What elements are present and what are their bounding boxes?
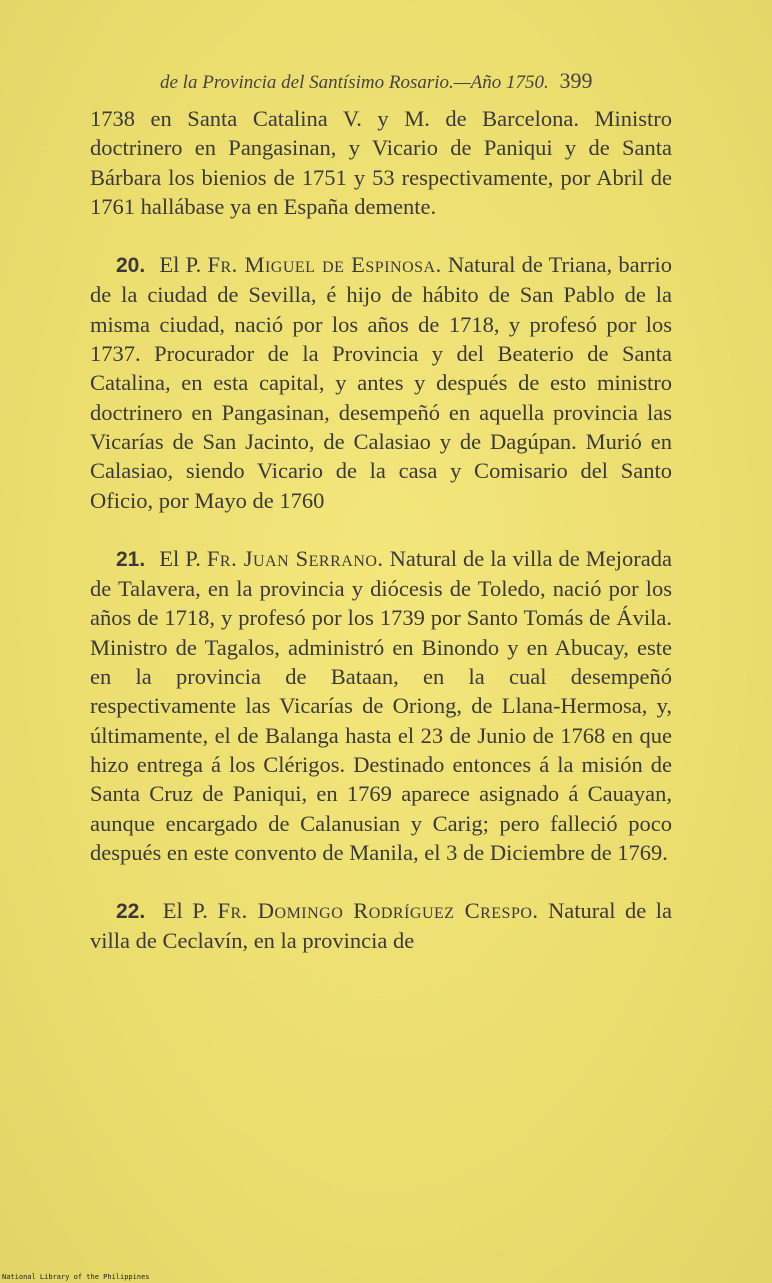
entry-title-prefix: El P.: [159, 545, 201, 571]
running-header: [160, 68, 640, 94]
entry-name: Fr. Miguel de Espinosa.: [207, 252, 442, 278]
entry-text: Natural de la villa de Ceclavín, en la provincia de: [90, 898, 673, 954]
running-title: de la Provincia del Santísimo Rosario.—Año 1750.: [160, 72, 549, 93]
page-number: 399: [559, 68, 593, 93]
entry-22: [90, 896, 672, 956]
entry-text: Natural de la villa de Mejorada de Talavera, en la provincia y diócesis de Toledo, nació por los años de 1718, y profesó por los 1739 por Santo Tomás de Ávila. Ministro de Tagalos, administró en Binondo y en Abucay, este en la provincia de Bataan, en la cual desempeñó respectivamente las Vicarías de Oriong, de Llana-Hermosa, y, últimamente, el de Balanga hasta el 23 de Junio de 1768 en que hizo entrega á los Clérigos. Destinado entonces á la misión de Santa Cruz de Paniqui, en 1769 aparece asignado á Cauayan, aunque encargado de Calanusian y Carig; pero falleció poco después en este convento de Manila, el 3 de Diciembre de 1769.: [90, 545, 673, 865]
library-footer: National Library of the Philippines: [2, 1273, 150, 1281]
entry-name: Fr. Juan Serrano.: [206, 545, 384, 571]
entry-title-prefix: El P.: [162, 898, 208, 924]
entry-20: [90, 250, 672, 515]
entry-number: 20.: [116, 254, 146, 278]
entry-text: Natural de Triana, barrio de la ciudad de Sevilla, é hijo de hábito de San Pablo de la misma ciudad, nació por los años de 1718, y profesó por los 1737. Procurador de la Provincia y del Beaterio de Santa Catalina, en esta capital, y antes y después de esto ministro doctrinero en Pangasinan, desempeñó en aquella provincia las Vicarías de San Jacinto, de Calasiao y de Dagúpan. Murió en Calasiao, siendo Vicario de la casa y Comisario del Santo Oficio, por Mayo de 1760: [90, 252, 673, 513]
continuation-paragraph: 1738 en Santa Catalina V. y M. de Barcelona. Ministro doctrinero en Pangasinan, y Vicario de Paniqui y de Santa Bárbara los bienios de 1751 y 53 respectivamente, por Abril de 1761 hallábase ya en España demente.: [90, 106, 672, 219]
entry-number: 21.: [116, 547, 146, 571]
entry-name: Fr. Domingo Rodríguez Crespo.: [217, 898, 539, 924]
entry-number: 22.: [116, 900, 146, 924]
page-body: [90, 104, 672, 956]
entry-title-prefix: El P.: [159, 252, 202, 278]
entry-21: [90, 544, 672, 867]
